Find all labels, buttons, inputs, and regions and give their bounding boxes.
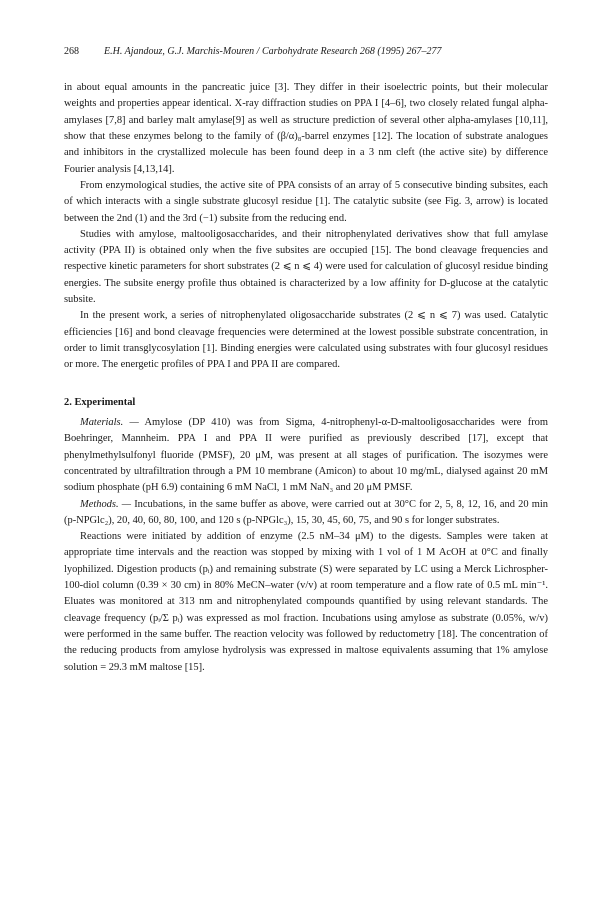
methods-label: Methods. —: [80, 498, 132, 510]
paragraph-present-work: In the present work, a series of nitrophenylated oligosaccharide substrates (2 ⩽ n ⩽ 7) was used. Catalytic efficiencies [16] and bond cleavage frequencies were determined at the lowest possible substrate concentration, in order to limit transglycosylation [1]. Binding energies were calculated using substrates with four glucosyl residues or more. The energetic profiles of PPA I and PPA II are compared.: [64, 310, 548, 371]
running-head: [64, 46, 564, 58]
paragraph-subsites: Studies with amylose, maltooligosaccharides, and their nitrophenylated derivatives show that full amylase activity (PPA II) is obtained only when the five subsites are occupied [15]. The bond cleavage frequencies and respective kinetic parameters for short substrates (2 ⩽ n ⩽ 4) were used for calculation of glucosyl residue binding energies. The subsite energy profile thus obtained is characterized by a low affinity for D-glucose at the catalytic subsite.: [64, 228, 548, 306]
paragraph-methods: [64, 497, 548, 530]
article-body: [64, 80, 548, 676]
paragraph-isozymes: in about equal amounts in the pancreatic juice [3]. They differ in their isoelectric points, but their molecular weights and properties appear identical. X-ray diffraction studies on PPA I [4–6], two closely related fungal alpha-amylases [7,8] and barley malt amylase[9] as well as structure prediction of several other alpha-amylases [10,11], show that these enzymes belong to the family of (β/α)₈-barrel enzymes [12]. The location of substrate analogues and inhibitors in the crystallized molecule has been found deep in a 3 nm cleft (the active site) by difference Fourier analysis [4,13,14].: [64, 82, 548, 175]
page-number: 268: [64, 46, 79, 57]
materials-label: Materials. —: [80, 416, 139, 428]
paragraph-reactions: Reactions were initiated by addition of enzyme (2.5 nM–34 μM) to the digests. Samples were taken at appropriate time intervals and the reaction was stopped by mixing with 1 vol of 1 M AcOH at 0°C and finally lyophilized. Digestion products (pᵢ) and remaining substrate (S) were separated by LC using a Merck Lichrospher-100-diol column (0.39 × 30 cm) in 80% MeCN–water (v/v) at room temperature and a flow rate of 0.5 mL min⁻¹. Eluates was monitored at 313 nm and nitrophenylated compounds quantified by using relevant standards. The cleavage frequency (pᵢ/Σ pᵢ) was expressed as mol fraction. Incubations using amylose as substrate (0.05%, w/v) were performed in the same buffer. The reaction velocity was followed by reductometry [18]. The concentration of the reducing products from amylose hydrolysis was expressed in maltose equivalents assuming that 1% amylose solution = 29.3 mM maltose [15].: [64, 531, 548, 673]
paragraph-active-site: From enzymological studies, the active site of PPA consists of an array of 5 consecutive binding subsites, each of which interacts with a single substrate glucosyl residue [1]. The catalytic subsite (see Fig. 3, arrow) is located between the 2nd (1) and the 3rd (−1) subsite from the reducing end.: [64, 179, 548, 224]
running-title: E.H. Ajandouz, G.J. Marchis-Mouren / Carbohydrate Research 268 (1995) 267–277: [104, 46, 442, 57]
paragraph-materials: [64, 415, 548, 497]
materials-text: Amylose (DP 410) was from Sigma, 4-nitrophenyl-α-D-maltooligosaccharides were from Boehringer, Mannheim. PPA I and PPA II were purified as previously described [17], except that phenylmethylsulfonyl fluoride (PMSF), 20 μM, was present at all stages of purification. The isozymes were concentrated by ultrafiltration through a PM 10 membrane (Amicon) to about 10 mg/mL, dialysed against 20 mM sodium phosphate (pH 6.9) containing 6 mM NaCl, 1 mM NaN₃ and 20 μM PMSF.: [64, 416, 549, 494]
methods-text: Incubations, in the same buffer as above, were carried out at 30°C for 2, 5, 8, 12, 16, and 20 min (p-NPGlc₂), 20, 40, 60, 80, 100, and 120 s (p-NPGlc₃), 15, 30, 45, 60, 75, and 90 s for longer substrates.: [64, 498, 548, 526]
section-heading: 2. Experimental: [64, 396, 136, 408]
